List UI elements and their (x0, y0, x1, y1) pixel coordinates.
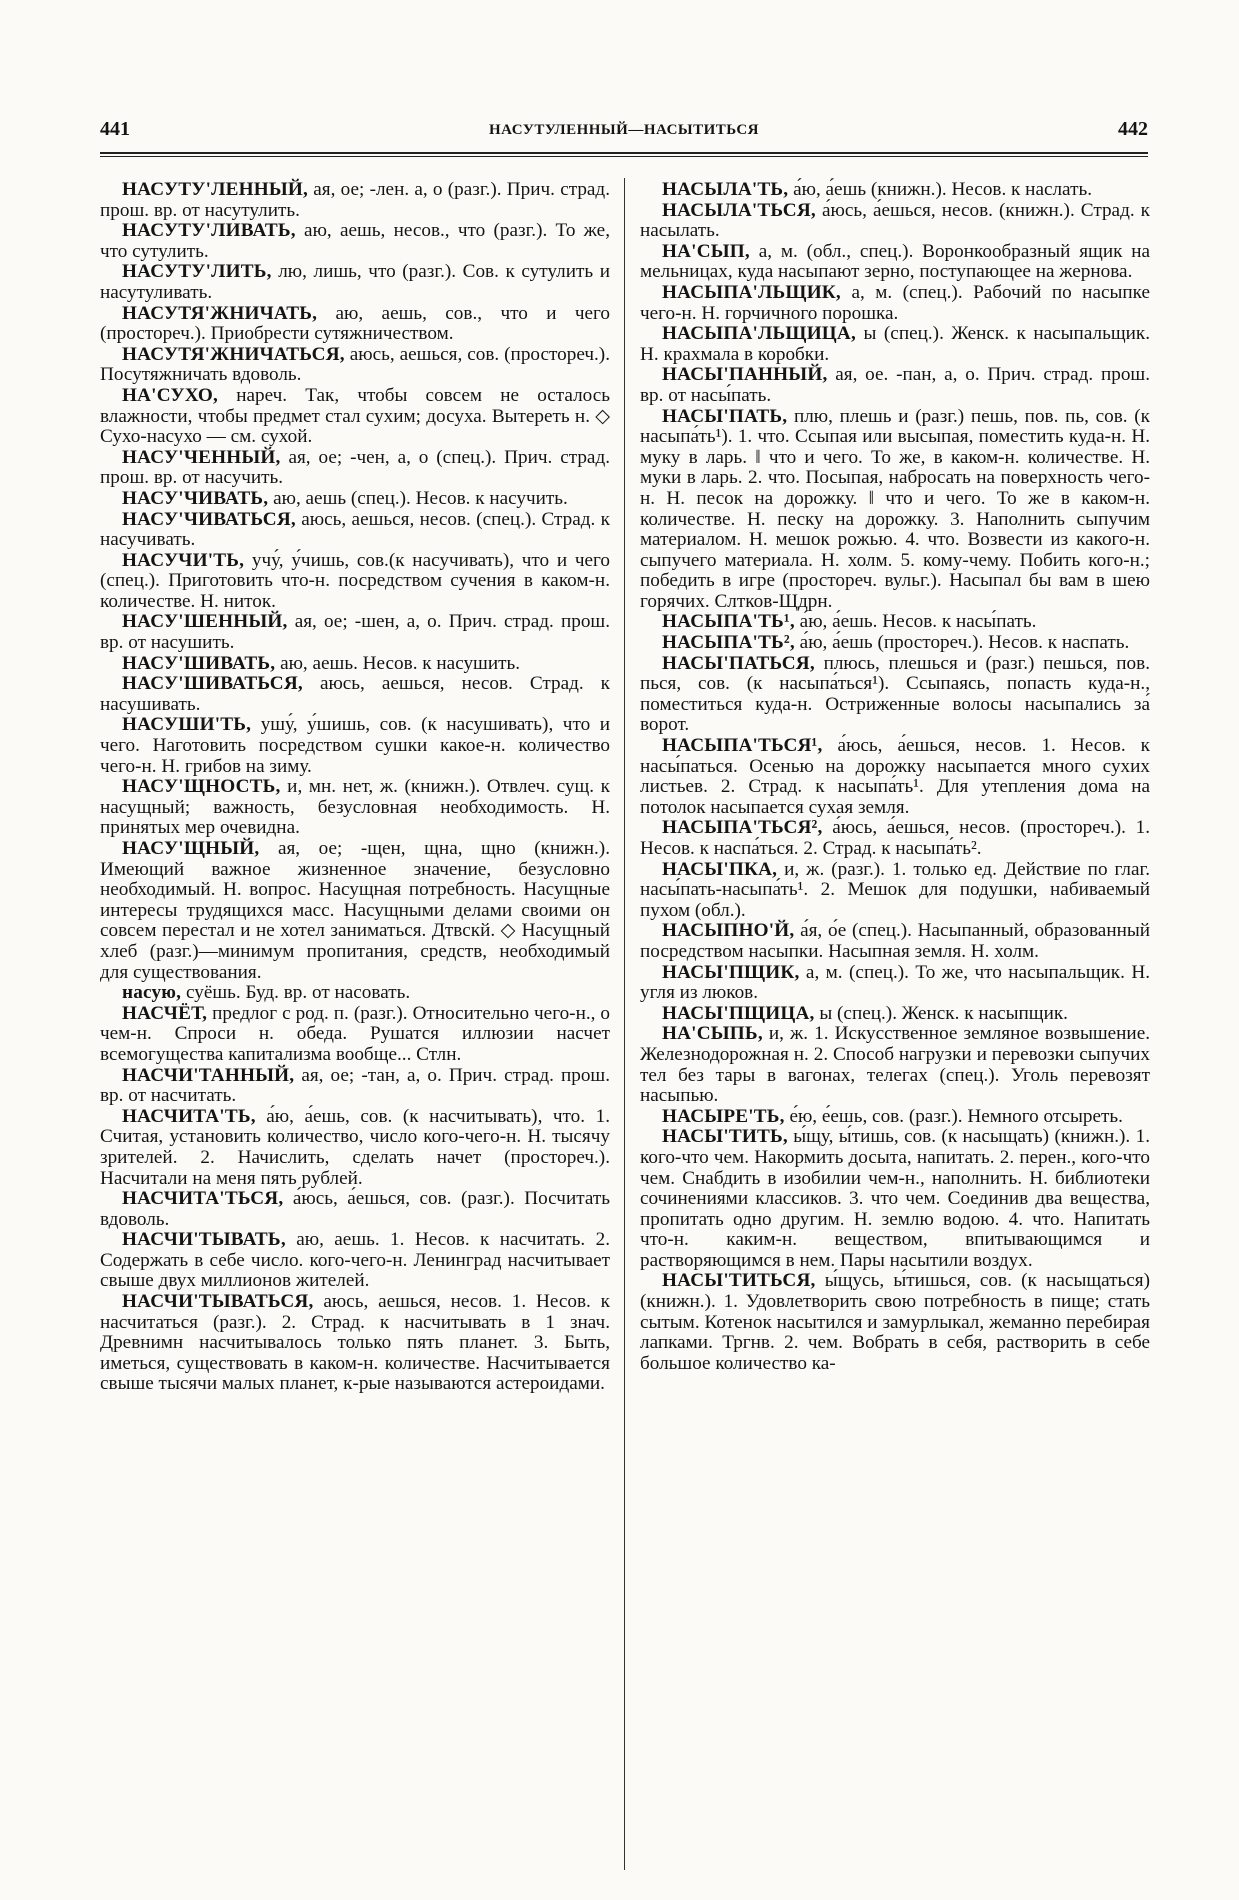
entry-headword: НАСЧИТА'ТЬСЯ, (122, 1188, 284, 1210)
entry-headword: НАСЫ'ТИТЬСЯ, (662, 1270, 816, 1292)
dictionary-entry (640, 963, 1150, 1004)
dictionary-entry (100, 715, 610, 777)
entry-headword: НАСУ'ЧИВАТЬСЯ, (122, 508, 296, 530)
dictionary-entry (100, 1107, 610, 1189)
dictionary-entry (100, 839, 610, 983)
entry-headword: НАСУ'ШЕННЫЙ, (122, 611, 288, 633)
entry-headword: НАСУ'ШИВАТЬ, (122, 652, 276, 674)
dictionary-entry (640, 654, 1150, 736)
dictionary-entry (100, 221, 610, 262)
left-page-number: 441 (100, 118, 130, 140)
entry-headword: НАСУ'ЧЕННЫЙ, (122, 446, 281, 468)
entry-headword: НАСУЧИ'ТЬ, (122, 549, 245, 571)
entry-headword: насую, (122, 982, 182, 1004)
entry-headword: НАСЫ'ПАТЬСЯ, (662, 652, 815, 674)
right-page-number: 442 (1118, 118, 1148, 140)
entry-definition: суёшь. Буд. вр. от насовать. (185, 982, 411, 1004)
entry-headword: НАСУТЯ'ЖНИЧАТЬ, (122, 302, 318, 324)
entry-definition: ушу́, у́шишь, сов. (к насушивать), что и чего. Наготовить посредством сушки какое-н. количество чего-н. Н. грибов на зиму. (100, 714, 611, 777)
entry-definition: плюсь, плешься и (разг.) пешься, пов. пься, сов. (к насыпа́ться¹). Ссыпаясь, попасть куда-н., поместиться куда-н. Остриженные волосы насыпались за́ ворот. (640, 652, 1151, 736)
dictionary-entry (640, 180, 1150, 201)
entry-headword: НАСУТУ'ЛИВАТЬ, (122, 220, 296, 242)
dictionary-entry (640, 1004, 1150, 1025)
entry-definition: а, м. (спец.). То же, что насыпальщик. Н. угля из люков. (640, 961, 1151, 1004)
dictionary-entry (100, 612, 610, 653)
page-header (100, 118, 1148, 148)
entry-definition: а́ю, а́ешь, сов. (к насчитывать), что. 1. Считая, установить количество, число кого-чего-н. Н. тысячу зрителей. 2. Начислить, сделать начет (простореч.). Насчитали на меня пять рублей. (100, 1105, 610, 1189)
entry-headword: НАСЧИ'ТЫВАТЬСЯ, (122, 1291, 314, 1313)
entry-headword: НАСЧИ'ТЫВАТЬ, (122, 1229, 286, 1251)
dictionary-entry (640, 818, 1150, 859)
entry-definition: аю, аешь (спец.). Несов. к насучить. (273, 487, 568, 509)
dictionary-entry (640, 1271, 1150, 1374)
entry-headword: НАСЫ'ПЩИЦА, (662, 1002, 815, 1024)
right-column (640, 180, 1150, 1374)
dictionary-entry (100, 1189, 610, 1230)
dictionary-entry (100, 262, 610, 303)
dictionary-entry (100, 1004, 610, 1066)
entry-definition: а́юсь, а́ешься, несов. (простореч.). 1. Несов. к наспа́ться. 2. Страд. к насыпа́ть². (640, 817, 1151, 859)
dictionary-entry (100, 777, 610, 839)
entry-headword: НАСЫЛА'ТЬ, (662, 179, 789, 200)
entry-headword: НАСЫРЕ'ТЬ, (662, 1105, 785, 1127)
dictionary-entry (100, 983, 610, 1004)
dictionary-entry (640, 1024, 1150, 1106)
entry-definition: аюсь, аешься, сов. (простореч.). Посутяжничать вдоволь. (100, 343, 610, 386)
entry-headword: НАСУ'ЧИВАТЬ, (122, 487, 269, 509)
dictionary-entry (100, 510, 610, 551)
entry-definition: предлог с род. п. (разг.). Относительно чего-н., о чем-н. Спроси н. обеда. Рушатся иллюзии насчет всемогущества капитализма вообще... Стлн. (100, 1002, 611, 1065)
dictionary-entry (100, 1292, 610, 1395)
entry-definition: ая, ое; -лен. а, о (разг.). Прич. страд. прош. вр. от насутулить. (100, 179, 610, 221)
entry-definition: ая, ое; -шен, а, о. Прич. страд. прош. вр. от насушить. (100, 611, 611, 654)
entry-definition: аю, аешь, сов., что и чего (простореч.). Приобрести сутяжничеством. (100, 302, 611, 345)
entry-headword: НАСУТЯ'ЖНИЧАТЬСЯ, (122, 343, 345, 365)
entry-definition: лю, лишь, что (разг.). Сов. к сутулить и насутуливать. (100, 261, 611, 303)
entry-headword: НАСУШИ'ТЬ, (122, 714, 252, 736)
entry-headword: НАСЫ'ТИТЬ, (662, 1126, 788, 1148)
column-divider (624, 178, 625, 1870)
dictionary-entry (100, 654, 610, 675)
entry-headword: НАСУ'ЩНЫЙ, (122, 838, 260, 859)
dictionary-entry (640, 1107, 1150, 1128)
entry-definition: и, ж. 1. Искусственное земляное возвышение. Железнодорожная н. 2. Способ нагрузки и перевозки сыпучих тел без тары в вагонах, телегах (спец.). Уголь перевозят насыпью. (640, 1023, 1151, 1107)
header-rule (100, 152, 1148, 154)
entry-definition: аю, аешь, несов., что (разг.). То же, что сутулить. (100, 220, 610, 262)
entry-definition: аюсь, аешься, несов. Страд. к насушивать. (100, 673, 610, 715)
dictionary-entry (640, 633, 1150, 654)
entry-headword: НАСЫПА'ТЬ², (662, 632, 795, 654)
entry-definition: ы (спец.). Женск. к насыпщик. (819, 1002, 1068, 1024)
entry-definition: ая, ое; -чен, а, о (спец.). Прич. страд. прош. вр. от насучить. (100, 446, 610, 489)
entry-definition: ы́щу, ы́тишь, сов. (к насыщать) (книжн.). 1. кого-что чем. Накормить досыта, напитать. 2. перен., кого-что чем. Снабдить в изобилии чем-н., наполнить. Н. библиотеки сочинениями классиков. 3. что чем. Соединив два вещества, пропитать одно другим. Н. землю водою. 4. что. Напитать что-н. каким-н. веществом, впитывающимся и растворяющимся в нем. Пары насытили воздух. (640, 1126, 1151, 1271)
entry-headword: НАСЫПА'ТЬ¹, (662, 611, 795, 633)
entry-definition: ая, ое; -тан, а, о. Прич. страд. прош. вр. от насчитать. (100, 1064, 610, 1107)
dictionary-entry (100, 304, 610, 345)
entry-headword: НАСЫПА'ЛЬЩИЦА, (662, 323, 856, 345)
dictionary-entry (100, 386, 610, 448)
entry-headword: НАСЫ'ПКА, (662, 858, 778, 880)
dictionary-entry (100, 345, 610, 386)
dictionary-entry (100, 1230, 610, 1292)
entry-headword: НАСЫПА'ЛЬЩИК, (662, 281, 841, 303)
dictionary-entry (640, 860, 1150, 922)
entry-definition: аю, аешь. 1. Несов. к насчитать. 2. Содержать в себе число. кого-чего-н. Ленинград насчитывает свыше двух миллионов жителей. (100, 1229, 610, 1292)
entry-definition: ая, ое. -пан, а, о. Прич. страд. прош. вр. от насы́пать. (640, 364, 1150, 406)
entry-headword: НАСЧИ'ТАННЫЙ, (122, 1064, 295, 1086)
entry-headword: НА'СУХО, (122, 384, 219, 406)
entry-headword: НАСЫ'ПЩИК, (662, 961, 800, 983)
header-rule-thin (100, 156, 1148, 157)
entry-definition: а́юсь, а́ешься, несов. 1. Несов. к насы́паться. Осенью на дорожку насыпается много сухих листьев. 2. Страд. к насыпа́ть¹. Для утепления дома на потолок насыпается сухая земля. (640, 735, 1151, 818)
entry-definition: а́юсь, а́ешься, сов. (разг.). Посчитать вдоволь. (100, 1188, 610, 1230)
dictionary-entry (640, 242, 1150, 283)
dictionary-entry (640, 324, 1150, 365)
dictionary-entry (100, 489, 610, 510)
entry-definition: ы́щусь, ы́тишься, сов. (к насыщаться) (книжн.). 1. Удовлетворить свою потребность в пище; стать сытым. Котенок насытился и замурлыкал, жеманно перебирая лапками. Тргнв. 2. чем. Вобрать в себя, растворить в себе большое количество ка- (640, 1270, 1150, 1374)
dictionary-entry (640, 201, 1150, 242)
dictionary-entry (100, 180, 610, 221)
entry-definition: а́я, о́е (спец.). Насыпанный, образованный посредством насыпки. Насыпная земля. Н. холм. (640, 920, 1151, 962)
entry-headword: НАСУ'ШИВАТЬСЯ, (122, 673, 303, 695)
entry-definition: аю, аешь. Несов. к насушить. (280, 652, 521, 674)
entry-headword: НАСЧИТА'ТЬ, (122, 1105, 256, 1127)
entry-headword: НАСЫПА'ТЬСЯ¹, (662, 735, 823, 757)
entry-definition: а́ю, а́ешь (простореч.). Несов. к наспать. (799, 632, 1130, 654)
entry-definition: учу́, у́чишь, сов.(к насучивать), что и чего (спец.). Приготовить что-н. посредством сучения в каком-н. количестве. Н. ниток. (100, 549, 610, 612)
dictionary-entry (640, 921, 1150, 962)
entry-definition: ы (спец.). Женск. к насыпальщик. Н. крахмала в коробки. (640, 323, 1150, 365)
entry-headword: НАСУТУ'ЛЕННЫЙ, (122, 179, 309, 200)
dictionary-entry (640, 407, 1150, 613)
entry-definition: а, м. (спец.). Рабочий по насыпке чего-н. Н. горчичного порошка. (640, 281, 1150, 324)
dictionary-entry (640, 365, 1150, 406)
entry-definition: и, ж. (разг.). 1. только ед. Действие по глаг. насы́пать-насыпа́ть¹. 2. Мешок для подушки, набиваемый пухом (обл.). (640, 858, 1151, 921)
dictionary-entry (100, 551, 610, 613)
running-title: НАСУТУЛЕННЫЙ—НАСЫТИТЬСЯ (488, 122, 760, 138)
entry-headword: НАСЫ'ПАТЬ, (662, 405, 788, 427)
entry-headword: НАСЫПА'ТЬСЯ², (662, 817, 823, 839)
left-column (100, 180, 610, 1395)
entry-definition: аюсь, аешься, несов. (спец.). Страд. к насучивать. (100, 508, 610, 551)
entry-headword: НА'СЫПЬ, (662, 1023, 763, 1045)
dictionary-entry (100, 674, 610, 715)
entry-headword: НАСЫ'ПАННЫЙ, (662, 364, 828, 386)
entry-definition: а́ю, а́ешь (книжн.). Несов. к наслать. (793, 179, 1093, 200)
dictionary-entry (100, 448, 610, 489)
entry-headword: НАСЧЁТ, (122, 1002, 208, 1024)
entry-headword: НАСУ'ЩНОСТЬ, (122, 776, 281, 798)
entry-definition: а́юсь, а́ешься, несов. (книжн.). Страд. к насылать. (640, 199, 1151, 242)
dictionary-entry (640, 1127, 1150, 1271)
entry-definition: и, мн. нет, ж. (книжн.). Отвлеч. сущ. к насущный; важность, безусловная необходимость. Н. принятых мер очевидна. (100, 776, 610, 839)
entry-headword: НАСУТУ'ЛИТЬ, (122, 261, 272, 283)
entry-definition: ая, ое; -щен, щна, щно (книжн.). Имеющий важное жизненное значение, безусловно необходимый. Н. вопрос. Насущная потребность. Насущные интересы трудящихся масс. Насущными делами своими он совсем перестал и не хотел заниматься. Дтвскй. ◇ Насущный хлеб (разг.)—минимум пропитания, средств, необходимый для существования. (100, 838, 610, 983)
entry-headword: НАСЫЛА'ТЬСЯ, (662, 199, 816, 221)
entry-headword: НАСЫПНО'Й, (662, 920, 795, 942)
dictionary-entry (100, 1066, 610, 1107)
entry-definition: а, м. (обл., спец.). Воронкообразный ящик на мельницах, куда насыпают зерно, поступающее на жернова. (640, 240, 1150, 283)
entry-definition: е́ю, е́ешь, сов. (разг.). Немного отсыреть. (789, 1105, 1123, 1127)
entry-definition: нареч. Так, чтобы совсем не осталось влажности, чтобы предмет стал сухим; досуха. Вытереть н. ◇ Сухо-насухо — см. сухой. (100, 384, 610, 448)
dictionary-entry (640, 283, 1150, 324)
entry-definition: плю, плешь и (разг.) пешь, пов. пь, сов. (к насыпа́ть¹). 1. что. Ссыпая или высыпая, поместить куда-н. Н. муку в ларь. ‖ что и чего. То же, в каком-н. количестве. Н. муки в ларь. 2. что. Посыпая, набросать на поверхность чего-н. Н. песок на дорожку. ‖ что и чего. То же в каком-н. количестве. Н. песку на дорожку. 3. Наполнить сыпучим материалом. Н. мешок рожью. 4. что. Возвести из какого-н. сыпучего материала. Н. холм. 5. кому-чему. Побить кого-н.; победить в игре (простореч. вульг.). Насыпал бы вам в шею горячих. Слтков-Щдрн. (640, 405, 1151, 612)
entry-definition: аюсь, аешься, несов. 1. Несов. к насчитаться (разг.). 2. Страд. к насчитывать в 1 знач. Древнимн насчитывалось только пять планет. 3. Быть, иметься, существовать в каком-н. количестве. Насчитывается свыше тысячи малых планет, к-рые называются астероидами. (100, 1291, 611, 1395)
entry-headword: НА'СЫП, (662, 240, 750, 262)
dictionary-entry (640, 612, 1150, 633)
dictionary-entry (640, 736, 1150, 818)
entry-definition: а́ю, а́ешь. Несов. к насы́пать. (799, 611, 1037, 633)
